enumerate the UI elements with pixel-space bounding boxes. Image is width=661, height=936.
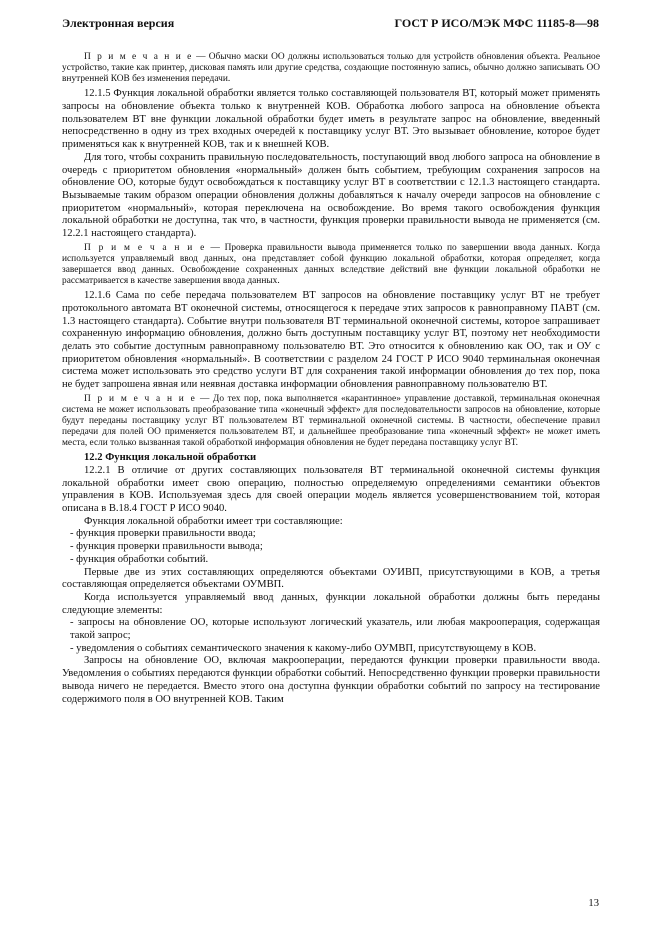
paragraph-12-1-5: 12.1.5 Функция локальной обработки является только составляющей пользователя ВТ, который может применять запросы на обновление объекта только к внутренней КОВ. Обработка любого запроса на обновление объекта пользователем ВТ вне функции локальной обработки будет иметь в результате запрос на обновление, введенный непосредственно в одну из трех входных очередей к поставщику услуг ВТ. Это вызывает обновление, которое будет применяться как к внутренней КОВ, так и к внешней КОВ.: [62, 88, 600, 151]
list-item: - функция проверки правильности вывода;: [70, 541, 263, 553]
note-label: П р и м е ч а н и е: [84, 52, 193, 62]
section-heading-12-2: 12.2 Функция локальной обработки: [84, 452, 257, 464]
note-output-validation: [62, 243, 600, 287]
list-item: - запросы на обновление ОО, которые используют логический указатель, или любая макрооперация, содержащая такой запрос;: [70, 617, 600, 642]
page-header: [62, 16, 599, 32]
paragraph-update-requests: Запросы на обновление ОО, включая макрооперации, передаются функции проверки правильности ввода. Уведомления о событиях передаются функции обработки событий. Непосредственно функции проверки правильности вывода ничего не передается. Вместо этого она доступна функции обработки событий по запросу на тестирование содержимого поля в ОО внутренней КОВ. Таким: [62, 655, 600, 705]
header-standard-number: ГОСТ Р ИСО/МЭК МФС 11185-8—98: [394, 16, 599, 30]
list-item: - уведомления о событиях семантического значения к какому-либо ОУМВП, присутствующему в КОВ.: [70, 642, 537, 654]
paragraph-12-2-1: 12.2.1 В отличие от других составляющих пользователя ВТ терминальной оконечной системы функция локальной обработки имеет свою операцию, полностью определяемую определениями семантики объектов управления в КОВ. Используемая здесь для своей операции модель является усовершенствованием той, которая описана в В.18.4 ГОСТ Р ИСО 9040.: [62, 464, 600, 514]
paragraph-controlled-input: Когда используется управляемый ввод данных, функции локальной обработки должны быть переданы следующие элементы:: [62, 591, 600, 616]
document-body: [62, 50, 600, 706]
note-label: П р и м е ч а н и е: [84, 242, 206, 253]
note-text: — Проверка правильности вывода применяется только по завершении ввода данных. Когда используется управляемый ввод данных, она представляет собой функцию локальной обработки, которая определяет, когда завершается ввод данных. Освобождение сохраненных данных вследствие действий вне функции локальной обработки не рассматривается в качестве завершения ввода данных.: [62, 242, 600, 286]
paragraph-sequence: Для того, чтобы сохранить правильную последовательность, поступающий ввод любого запроса на обновление в очередь с приоритетом обновления «нормальный» должен быть событием, требующим сохранения запросов на обновление ОО, которые будут освобождаться к поставщику услуг ВТ в соответствии с 12.1.3 настоящего стандарта. Вызываемые таким образом операции обновления должны добавляться к началу очереди запросов на обновление с приоритетом «нормальный», которая переключена на освобождение. Во время такого освобождения функция локальной обработки не доступна, так что, в частности, функция проверки правильности вывода не применяется (см. 12.2.1 настоящего стандарта).: [62, 151, 600, 240]
note-masks: [62, 52, 600, 85]
paragraph-first-two: Первые две из этих составляющих определяются объектами ОУИВП, присутствующими в КОВ, а третья составляющая определяется объектами ОУМВП.: [62, 566, 600, 591]
paragraph-three-components: Функция локальной обработки имеет три составляющие:: [84, 515, 343, 527]
note-label: П р и м е ч а н и е: [84, 393, 197, 404]
list-item: - функция проверки правильности ввода;: [70, 528, 256, 540]
page-number: 13: [588, 898, 599, 909]
note-quarantine: [62, 394, 600, 449]
paragraph-12-1-6: 12.1.6 Сама по себе передача пользователем ВТ запросов на обновление поставщику услуг ВТ не требует протокольного автомата ВТ оконечной системы, относящегося к передаче этих запросов к равноправному ПАВТ (см. 1.3 настоящего стандарта). Событие внутри пользователя ВТ терминальной оконечной системы, которое запрашивает сохраненную информацию обновления, должно быть доступным поставщику услуг ВТ, поэтому нет необходимости делать это событие доступным равноправному пользователю ВТ. Это относится к обновлению как ОО, так и ОУ с приоритетом обновления «нормальный». В соответствии с разделом 24 ГОСТ Р ИСО 9040 терминальная оконечная система может использовать это средство услуги ВТ для сохранения такой информации обновления до тех пор, пока не будет запрошена явная или неявная доставка информации обновления равноправному пользователю ВТ.: [62, 290, 600, 391]
note-text: — Обычно маски ОО должны использоваться только для устройств обновления объекта. Реальное устройство, такие как принтер, дисковая память или другие средства, создающие постоянную запись, обычно должно записывать ОО внутренней КОВ без изменения передачи.: [62, 52, 600, 85]
list-item: - функция обработки событий.: [70, 553, 209, 565]
note-text: — До тех пор, пока выполняется «карантинное» управление доставкой, терминальная оконечная система не может использовать преобразование типа «конечный эффект» для последовательности запросов на обновление, которые будут переданы поставщику услуг ВТ пользователем ВТ терминальной оконечной системы. В частности, обеспечение правил передачи для полей ОО применяется пользователем ВТ, и дальнейшее преобразование типа «конечный эффект» не может иметь места, если только вызванная такой обработкой информация обновления не будет передана поставщику услуг ВТ.: [62, 393, 600, 449]
header-edition-label: Электронная версия: [62, 16, 175, 30]
